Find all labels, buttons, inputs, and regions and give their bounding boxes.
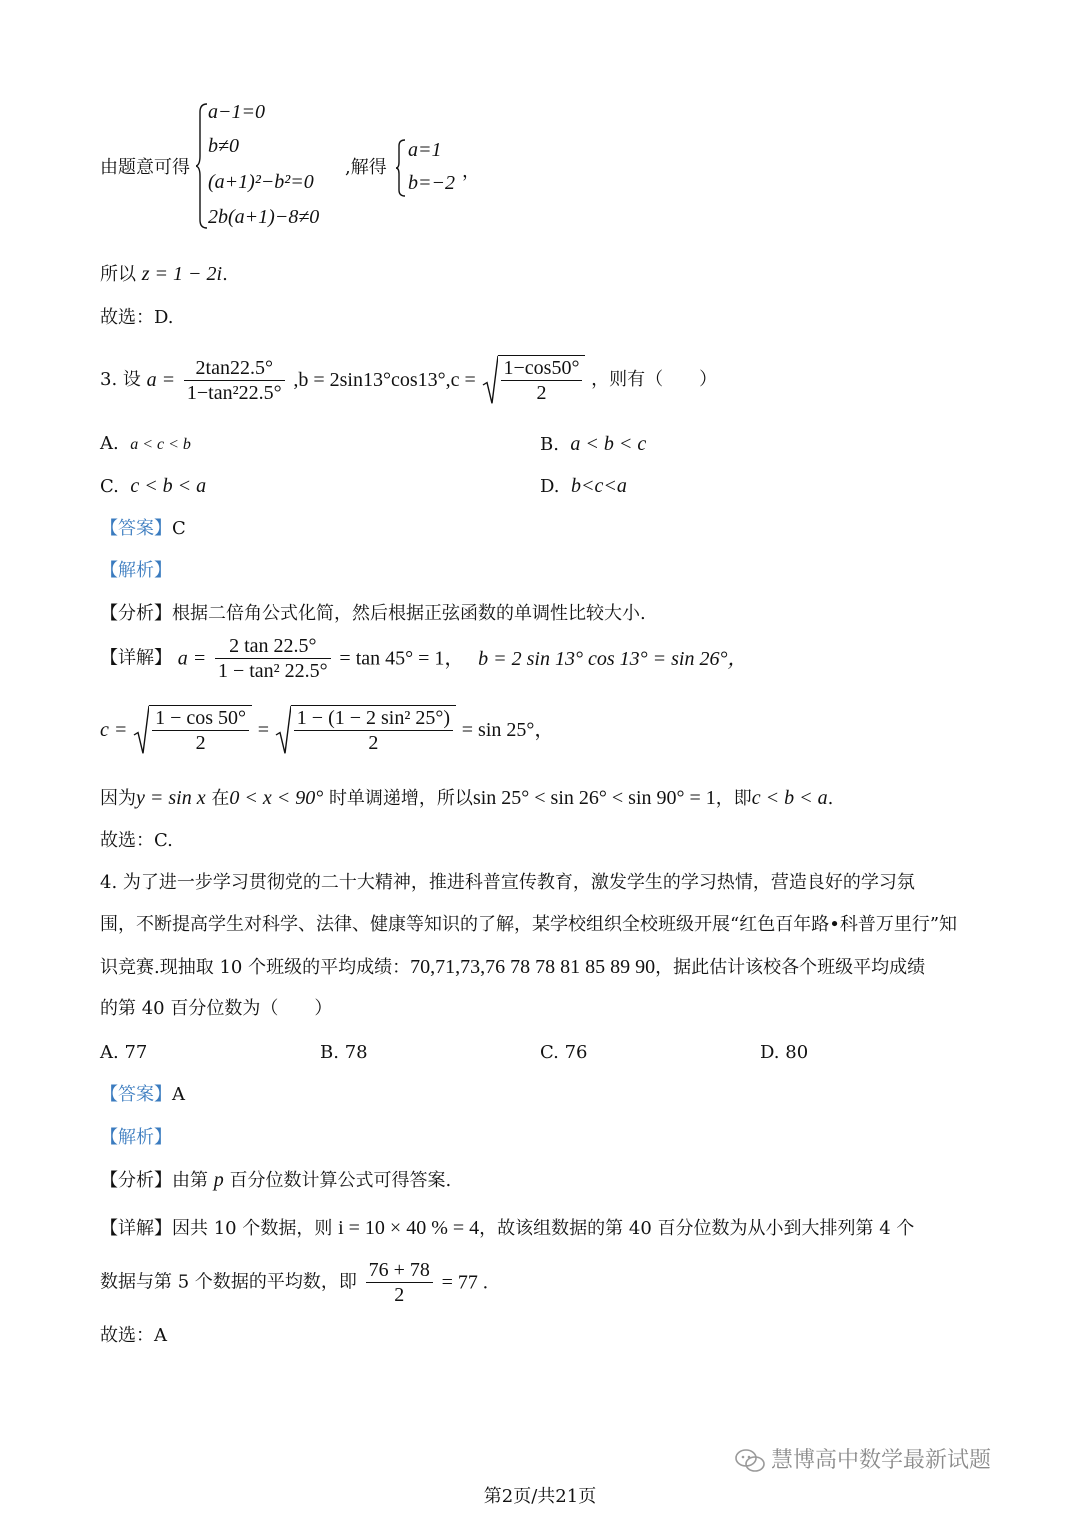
q3-stem bbox=[100, 355, 717, 415]
q3-number: 3. 设 bbox=[100, 369, 141, 390]
ji-word: ，即 bbox=[715, 788, 752, 809]
xj-c-sqrt-2 bbox=[275, 705, 456, 755]
range: 0 < x < 90° bbox=[229, 787, 324, 809]
xj-equals: = bbox=[257, 719, 270, 741]
option-label: C. bbox=[540, 1042, 559, 1063]
fenxi-text: 根据二倍角公式化简，然后根据正弦函数的单调性比较大小. bbox=[172, 603, 646, 624]
y-function: y = sin x bbox=[136, 787, 206, 809]
xj-math: i = 10 × 40 % = 4 bbox=[338, 1217, 480, 1239]
q4-line4: 的第 40 百分位数为（ ） bbox=[100, 998, 333, 1019]
q4-line3-start: 识竞赛.现抽取 10 个班级的平均成绩： bbox=[100, 957, 411, 978]
option-label: D. bbox=[760, 1042, 780, 1063]
system-eq-1: a−1=0 bbox=[208, 101, 265, 123]
xj2-text: 数据与第 5 个数据的平均数，即 bbox=[100, 1271, 357, 1293]
option-text: a < b < c bbox=[570, 433, 647, 455]
q3-option-b bbox=[540, 432, 646, 457]
q4-option-c bbox=[540, 1041, 588, 1065]
option-label: B. bbox=[320, 1042, 339, 1063]
option-label: A. bbox=[100, 433, 119, 454]
q3-c-denominator: 2 bbox=[536, 382, 547, 404]
xj-c-lhs: c = bbox=[100, 719, 128, 741]
system-eq-4: 2b(a+1)−8≠0 bbox=[208, 206, 320, 228]
q3-xiangjie-line1 bbox=[100, 634, 747, 694]
sol2-intro: 由题意可得 bbox=[100, 157, 190, 178]
system-brace bbox=[196, 102, 208, 230]
option-text: b<c<a bbox=[570, 475, 627, 497]
inequality: sin 25° < sin 26° < sin 90° = 1 bbox=[472, 787, 716, 809]
fenxi-p: p bbox=[213, 1169, 224, 1191]
sqrt-sign-icon bbox=[482, 355, 498, 405]
fenxi-tag: 【分析】 bbox=[100, 1170, 172, 1191]
fenxi-tag: 【分析】 bbox=[100, 603, 172, 624]
xj-average-denominator: 2 bbox=[394, 1284, 405, 1306]
fenxi-start: 由第 bbox=[172, 1170, 208, 1191]
q3-a-denominator: 1−tan²22.5° bbox=[186, 381, 282, 404]
q4-fenxi bbox=[100, 1168, 451, 1193]
wechat-icon bbox=[735, 1448, 765, 1474]
watermark-text: 慧博高中数学最新试题 bbox=[771, 1448, 992, 1473]
so-word: 所以 bbox=[100, 264, 136, 285]
xj-average-fraction bbox=[366, 1258, 433, 1307]
answer-tag: 【答案】 bbox=[100, 518, 172, 539]
system-eq-3: (a+1)²−b²=0 bbox=[208, 171, 314, 193]
q4-option-a bbox=[100, 1041, 147, 1065]
q3-option-d bbox=[540, 474, 627, 499]
q3-a-fraction bbox=[184, 356, 285, 405]
q4-data: 70,71,73,76 78 78 81 85 89 90 bbox=[410, 956, 656, 978]
q3-answer bbox=[100, 517, 186, 541]
solution-a: a=1 bbox=[408, 139, 442, 161]
q4-line3-end: ，据此估计该校各个班级平均成绩 bbox=[655, 957, 926, 978]
option-text: c < b < a bbox=[130, 475, 207, 497]
q4-xiangjie-line2 bbox=[100, 1258, 488, 1314]
q3-analysis-tag: 【解析】 bbox=[100, 560, 172, 581]
q3-option-c bbox=[100, 474, 206, 499]
result: c < b < a bbox=[751, 787, 828, 809]
sqrt-sign-icon bbox=[275, 705, 291, 755]
in-word: 在 bbox=[211, 788, 230, 809]
xj-average-numerator: 76 + 78 bbox=[366, 1258, 433, 1283]
q3-a-numerator: 2tan22.5° bbox=[184, 356, 285, 381]
q3-c-numerator: 1−cos50° bbox=[501, 356, 583, 381]
xj-c1-denominator: 2 bbox=[195, 732, 206, 754]
q3-xiangjie-line2 bbox=[100, 705, 554, 769]
q4-line2: 围，不断提高学生对科学、法律、健康等知识的了解，某学校组织全校班级开展“红色百年路•科普万里行”知 bbox=[100, 914, 958, 935]
q4-answer bbox=[100, 1083, 185, 1107]
q3-a-lhs: a = bbox=[146, 369, 176, 391]
xj-a-lhs: a = bbox=[177, 647, 207, 670]
z-tail: . bbox=[222, 264, 228, 285]
answer-value: A bbox=[172, 1084, 185, 1105]
xj-a-fraction bbox=[215, 634, 331, 683]
option-text: 78 bbox=[344, 1042, 368, 1063]
xj-average-result: = 77 . bbox=[441, 1271, 488, 1294]
q4-xiangjie-line1 bbox=[100, 1216, 914, 1241]
q4-option-d bbox=[760, 1041, 808, 1065]
period: . bbox=[827, 788, 834, 809]
option-text: a < c < b bbox=[130, 436, 191, 453]
q4-answer-line: 故选：A bbox=[100, 1325, 167, 1346]
answer-tag: 【答案】 bbox=[100, 1084, 172, 1105]
solution-brace bbox=[396, 138, 406, 198]
xj-a-denominator: 1 − tan² 22.5° bbox=[217, 660, 328, 682]
q3-c-sqrt bbox=[482, 355, 586, 405]
option-label: B. bbox=[540, 434, 559, 455]
system-eq-2: b≠0 bbox=[208, 135, 239, 157]
q3-fenxi bbox=[100, 602, 646, 626]
xj-a-rhs: = tan 45° = 1， bbox=[339, 647, 465, 670]
q4-analysis-tag: 【解析】 bbox=[100, 1127, 172, 1148]
q3-answer-line: 故选：C. bbox=[100, 830, 173, 851]
answer-value: C bbox=[172, 518, 186, 539]
q3-because-line bbox=[100, 786, 833, 811]
mono-text: 时单调递增，所以 bbox=[328, 788, 473, 809]
xj-a-numerator: 2 tan 22.5° bbox=[215, 634, 331, 659]
xj-c2-denominator: 2 bbox=[368, 732, 379, 754]
q4-line3 bbox=[100, 955, 925, 980]
option-text: 77 bbox=[124, 1042, 148, 1063]
xj-start: 因共 10 个数据，则 bbox=[172, 1218, 333, 1239]
q4-line1: 4. 为了进一步学习贯彻党的二十大精神，推进科普宣传教育，激发学生的学习热情，营造良好的学习氛 bbox=[100, 872, 915, 893]
sol2-answer: 故选：D. bbox=[100, 307, 174, 328]
z-expression: z = 1 − 2i bbox=[141, 263, 223, 285]
option-label: C. bbox=[100, 476, 119, 497]
q3-b-definition: ,b = 2sin13°cos13°,c = bbox=[293, 369, 476, 391]
because-word: 因为 bbox=[100, 788, 136, 809]
page-footer: 第2页/共21页 bbox=[483, 1486, 597, 1507]
xj-end: ，故该组数据的第 40 百分位数为从小到大排列第 4 个 bbox=[479, 1218, 915, 1239]
q3-tail: ，则有（ ） bbox=[591, 369, 718, 390]
solution-tail: ， bbox=[462, 161, 480, 182]
xj-c-rhs: = sin 25°， bbox=[461, 719, 555, 741]
sqrt-sign-icon bbox=[133, 705, 149, 755]
xiangjie-tag: 【详解】 bbox=[100, 1218, 172, 1239]
xj-c-sqrt-1 bbox=[133, 705, 252, 755]
solved-label: ,解得 bbox=[345, 157, 387, 178]
so-line bbox=[100, 262, 228, 287]
xiangjie-tag: 【详解】 bbox=[100, 647, 172, 669]
xj-c1-numerator: 1 − cos 50° bbox=[152, 706, 249, 731]
option-text: 76 bbox=[564, 1042, 588, 1063]
solution-b: b=−2 bbox=[408, 172, 455, 194]
q4-option-b bbox=[320, 1041, 368, 1065]
option-label: A. bbox=[100, 1042, 119, 1063]
option-text: 80 bbox=[785, 1042, 809, 1063]
xj-b: b = 2 sin 13° cos 13° = sin 26°， bbox=[478, 647, 748, 670]
option-label: D. bbox=[540, 476, 560, 497]
fenxi-end: 百分位数计算公式可得答案. bbox=[229, 1170, 452, 1191]
q3-option-a bbox=[100, 432, 191, 457]
xj-c2-numerator: 1 − (1 − 2 sin² 25°) bbox=[294, 706, 453, 731]
